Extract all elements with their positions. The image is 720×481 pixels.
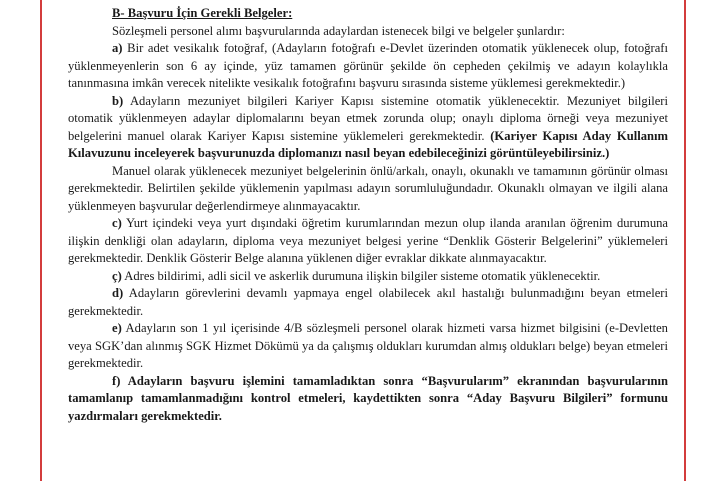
item-f-text: Adayların başvuru işlemini tamamladıktan sonra “Başvurularım” ekranından başvurularının tamamlanıp tamamlanmadığını kontrol etmeleri, kaydettikten sonra “Aday Başvuru Bilgileri” formunu yazdırmaları gerekmektedir. xyxy=(68,373,668,423)
item-c xyxy=(68,215,668,268)
item-b-label: b) xyxy=(112,93,124,108)
item-b-text: Adayların mezuniyet bilgileri Kariyer Kapısı sistemine otomatik yüklenecektir. Mezuniyet bilgileri otomatik yüklenmeyen adaylar diplomalarını beyan etmek zorunda olup; onaylı diploma örneği veya mezuniyet belgelerini manuel olarak Kariyer Kapısı sistemine yüklemeleri gerekmektedir. xyxy=(68,93,668,143)
item-cc-text: Adres bildirimi, adli sicil ve askerlik durumuna ilişkin bilgiler sisteme otomatik yüklenecektir. xyxy=(124,268,601,283)
item-d-label: d) xyxy=(112,286,124,300)
item-cc xyxy=(68,268,668,286)
item-f-label: f) xyxy=(112,373,121,388)
item-a-text: Bir adet vesikalık fotoğraf, (Adayların fotoğrafı e-Devlet üzerinden otomatik yüklenecek olup, fotoğrafı yüklenmeyenlerin son 6 ay içinde, yüz tamamen görünür şekilde ön cepheden çekilmiş ve adayın kolaylıkla tanınmasına imkân verecek nitelikte vesikalık fotoğrafını başvuru sırasında sisteme yüklemesi gerekmektedir.) xyxy=(68,41,669,90)
item-e-label: e) xyxy=(112,321,122,335)
page-border-right xyxy=(684,0,686,481)
item-d-text: Adayların görevlerini devamlı yapmaya engel olabilecek akıl hastalığı bulunmadığını beyan etmeleri gerekmektedir. xyxy=(68,286,668,318)
intro-paragraph: Sözleşmeli personel alımı başvurularında adaylardan istenecek bilgi ve belgeler şunlardır: xyxy=(112,23,565,38)
item-c-text: Yurt içindeki veya yurt dışındaki öğretim kurumlarından mezun olup ilanda aranılan öğrenim durumuna ilişkin denkliği olan adayların, diploma veya mezuniyet belgesi yerine “Denklik Gösterir Belgelerini” yüklemeleri gerekmektedir. Denklik Gösterir Belge alanına yüklenen diğer evraklar dikkate alınmayacaktır. xyxy=(68,216,669,265)
item-b xyxy=(68,93,668,163)
section-heading: B- Başvuru İçin Gerekli Belgeler: xyxy=(112,6,293,20)
item-c-label: c) xyxy=(112,216,122,230)
item-f xyxy=(68,373,668,426)
item-e xyxy=(68,320,668,373)
page-border-left xyxy=(40,0,42,481)
item-e-text: Adayların son 1 yıl içerisinde 4/B sözleşmeli personel olarak hizmeti varsa hizmet bilgisini (e-Devletten veya SGK’dan alınmış SGK Hizmet Dökümü ya da çalışmış oldukları kurumdan almış oldukları belge) beyan etmeleri gerekmektedir. xyxy=(68,321,668,370)
item-a-label: a) xyxy=(112,41,123,55)
item-b-extra: Manuel olarak yüklenecek mezuniyet belgelerinin önlü/arkalı, onaylı, okunaklı ve tamamının görünür olması gerekmektedir. Belirtilen şekilde yüklemenin yapılması adayın sorumluluğundadır. Okunaklı olmayan ve ilgili alana yüklenmeyen başvurular değerlendirmeye alınmayacaktır. xyxy=(68,163,668,213)
item-b-bold-note: (Kariyer Kapısı Aday Kullanım Kılavuzunu inceleyerek başvurunuzda diplomanızı nasıl beyan edebileceğinizi görüntüleyebilirsiniz.) xyxy=(68,128,668,160)
item-cc-label: ç) xyxy=(112,268,122,283)
item-a xyxy=(68,40,668,93)
document-content xyxy=(68,5,668,425)
item-d xyxy=(68,285,668,320)
